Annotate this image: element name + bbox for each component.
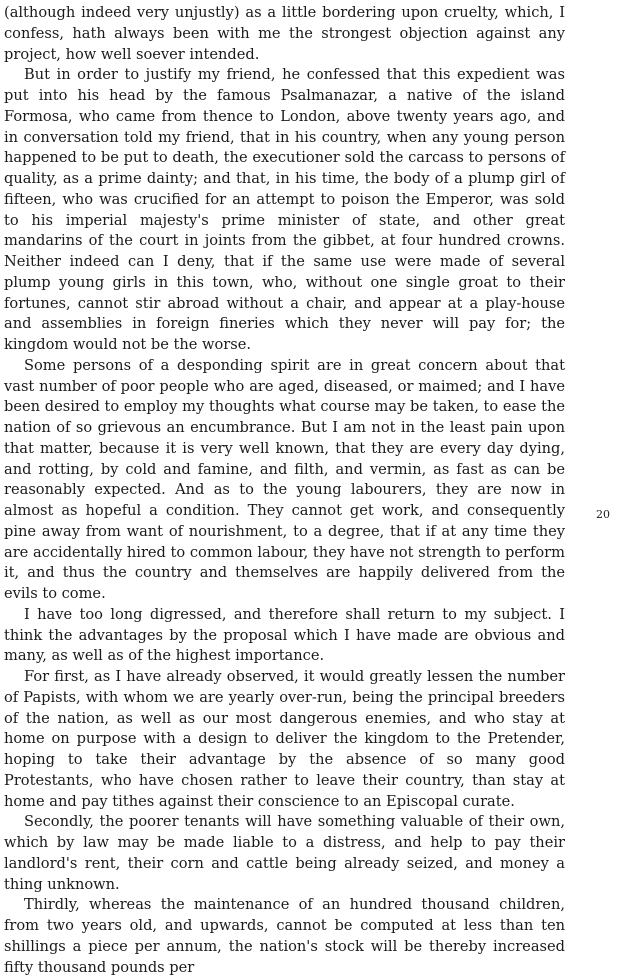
- paragraph-4: I have too long digressed, and therefore shall return to my subject. I think the advantages by the proposal which I have made are obvious and many, as well as of the highest importance.: [4, 605, 565, 665]
- body-text: [4, 3, 565, 978]
- paragraph-1: (although indeed very unjustly) as a little bordering upon cruelty, which, I confess, hath always been with me the strongest objection against any project, how well soever intended.: [4, 4, 565, 63]
- margin-line-number: 20: [596, 508, 610, 521]
- paragraph-5: For first, as I have already observed, it would greatly lessen the number of Papists, with whom we are yearly over-run, being the principal breeders of the nation, as well as our most dangerous enemies, and who stay at home on purpose with a design to deliver the kingdom to the Pretender, hoping to take their advantage by the absence of so many good Protestants, who have chosen rather to leave their country, than stay at home and pay tithes against their conscience to an Episcopal curate.: [4, 668, 565, 810]
- paragraph-6: Secondly, the poorer tenants will have something valuable of their own, which by law may be made liable to a distress, and help to pay their landlord's rent, their corn and cattle being already seized, and money a thing unknown.: [4, 813, 565, 893]
- paragraph-2: But in order to justify my friend, he confessed that this expedient was put into his head by the famous Psalmanazar, a native of the island Formosa, who came from thence to London, above twenty years ago, and in conversation told my friend, that in his country, when any young person happened to be put to death, the executioner sold the carcass to persons of quality, as a prime dainty; and that, in his time, the body of a plump girl of fifteen, who was crucified for an attempt to poison the Emperor, was sold to his imperial majesty's prime minister of state, and other great mandarins of the court in joints from the gibbet, at four hundred crowns. Neither indeed can I deny, that if the same use were made of several plump young girls in this town, who, without one single groat to their fortunes, cannot stir abroad without a chair, and appear at a play-house and assemblies in foreign fineries which they never will pay for; the kingdom would not be the worse.: [4, 66, 565, 353]
- paragraph-3: Some persons of a desponding spirit are in great concern about that vast number of poor people who are aged, diseased, or maimed; and I have been desired to employ my thoughts what course may be taken, to ease the nation of so grievous an encumbrance. But I am not in the least pain upon that matter, because it is very well known, that they are every day dying, and rotting, by cold and famine, and filth, and vermin, as fast as can be reasonably expected. And as to the young labourers, they are now in almost as hopeful a condition. They cannot get work, and consequently pine away from want of nourishment, to a degree, that if at any time they are accidentally hired to common labour, they have not strength to perform it, and thus the country and themselves are happily delivered from the evils to come.: [4, 356, 565, 602]
- paragraph-7: Thirdly, whereas the maintenance of an hundred thousand children, from two years old, and upwards, cannot be computed at less than ten shillings a piece per annum, the nation's stock will be thereby increased fifty thousand pounds per: [4, 896, 565, 976]
